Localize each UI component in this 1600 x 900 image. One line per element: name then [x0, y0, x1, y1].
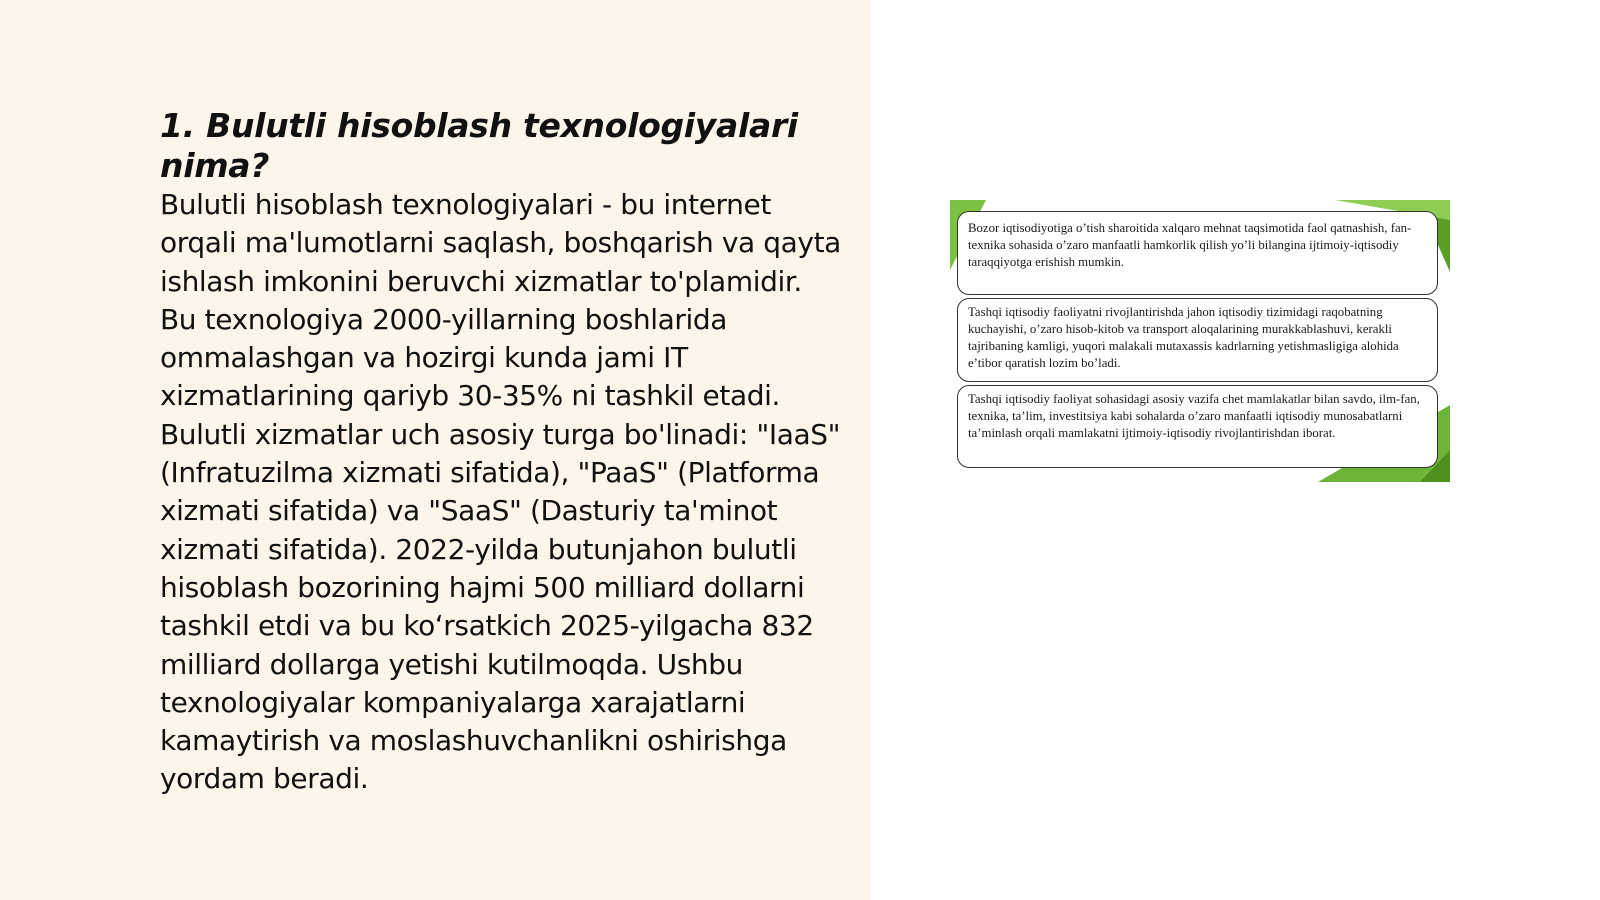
- info-figure-image: [950, 200, 1450, 482]
- figure-text-box: Tashqi iqtisodiy faoliyat sohasidagi asosiy vazifa chet mamlakatlar bilan savdo, ilm-fan, texnika, ta’lim, investitsiya kabi sohalarda o’zaro manfaatli iqtisodiy munosabatlarni ta’minlash orqali mamlakatni ijtimoiy-iqtisodiy rivojlantirishdan iborat.: [957, 385, 1438, 468]
- figure-text-box: Bozor iqtisodiyotiga o’tish sharoitida xalqaro mehnat taqsimotida faol qatnashish, fan-texnika sohasida o’zaro manfaatli hamkorlik qilish yo’li bilangina ijtimoiy-iqtisodiy taraqqiyotga erishish mumkin.: [957, 211, 1438, 295]
- slide-title: 1. Bulutli hisoblash texnologiyalari nima?: [160, 106, 798, 185]
- slide-body-text: Bulutli hisoblash texnologiyalari - bu internet orqali ma'lumotlarni saqlash, boshqarish va qayta ishlash imkonini beruvchi xizmatlar to'plamidir. Bu texnologiya 2000-yillarning boshlarida ommalashgan va hozirgi kunda jami IT xizmatlarining qariyb 30-35% ni tashkil etadi. Bulutli xizmatlar uch asosiy turga bo'linadi: "IaaS" (Infratuzilma xizmati sifatida), "PaaS" (Platforma xizmati sifatida) va "SaaS" (Dasturiy ta'minot xizmati sifatida). 2022-yilda butunjahon bulutli hisoblash bozorining hajmi 500 milliard dollarni tashkil etdi va bu koʻrsatkich 2025-yilgacha 832 milliard dollarga yetishi kutilmoqda. Ushbu texnologiyalar kompaniyalarga xarajatlarni kamaytirish va moslashuvchanlikni oshirishga yordam beradi.: [160, 188, 841, 796]
- figure-text-box: Tashqi iqtisodiy faoliyatni rivojlantirishda jahon iqtisodiy tizimidagi raqobatning kuchayishi, o’zaro hisob-kitob va transport aloqalarining murakkablashuvi, kerakli tajribaning kamligi, yuqori malakali mutaxassis kadrlarning yetishmasligiga alohida e’tibor qaratish lozim bo’ladi.: [957, 298, 1438, 382]
